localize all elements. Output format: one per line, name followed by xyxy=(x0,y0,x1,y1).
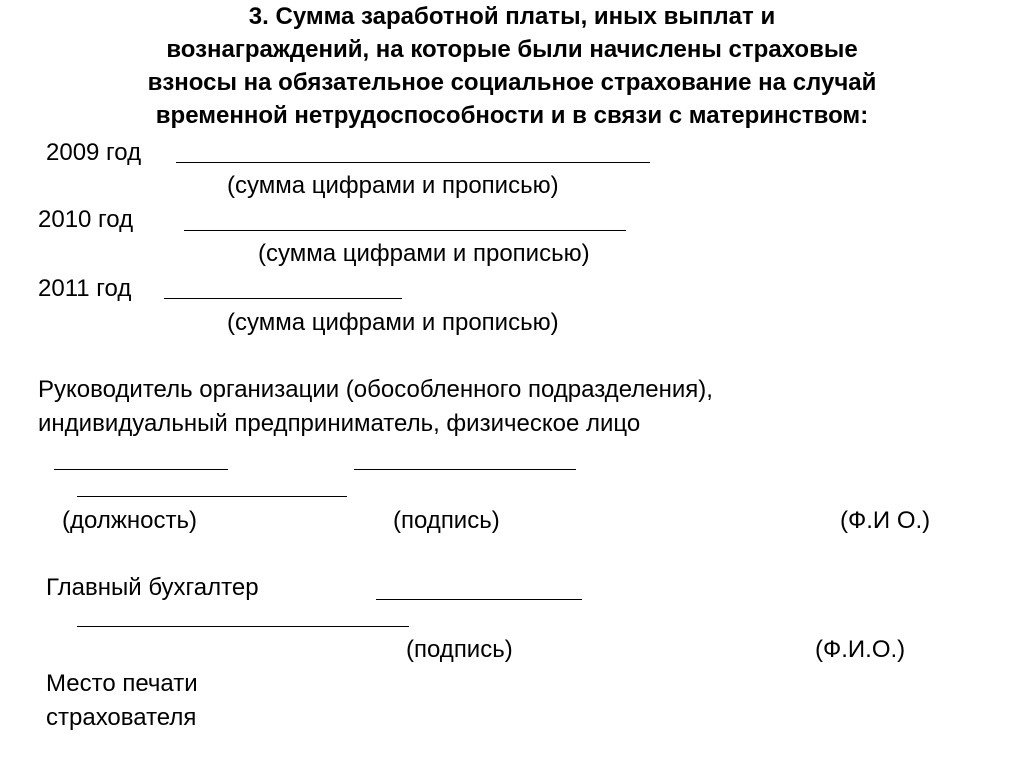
head-signature-field[interactable] xyxy=(354,469,576,470)
heading-line: вознаграждений, на которые были начислены страховые xyxy=(166,36,858,63)
year-2010-hint: (сумма цифрами и прописью) xyxy=(258,240,590,267)
heading-line: 3. Сумма заработной платы, иных выплат и xyxy=(248,3,776,30)
seal-line: Место печати xyxy=(46,670,198,697)
head-title-line: индивидуальный предприниматель, физическое лицо xyxy=(38,410,641,437)
accountant-name-field[interactable] xyxy=(77,626,409,627)
section-heading xyxy=(40,0,984,132)
accountant-signature-caption: (подпись) xyxy=(406,636,513,663)
head-signature-caption: (подпись) xyxy=(393,507,500,534)
head-name-caption: (Ф.И О.) xyxy=(840,507,931,534)
seal-line: страхователя xyxy=(46,704,197,731)
year-2009-label: 2009 год xyxy=(46,139,142,166)
accountant-signature-field[interactable] xyxy=(376,599,582,600)
year-2011-hint: (сумма цифрами и прописью) xyxy=(227,309,559,336)
head-name-field[interactable] xyxy=(77,496,347,497)
year-2010-label: 2010 год xyxy=(38,206,134,233)
head-position-caption: (должность) xyxy=(62,507,197,534)
head-position-field[interactable] xyxy=(54,469,228,470)
head-title-line: Руководитель организации (обособленного подразделения), xyxy=(38,376,713,403)
year-2011-label: 2011 год xyxy=(38,275,132,302)
year-2010-sum-field[interactable] xyxy=(184,230,626,231)
year-2009-hint: (сумма цифрами и прописью) xyxy=(227,172,559,199)
year-2011-sum-field[interactable] xyxy=(164,298,402,299)
accountant-name-caption: (Ф.И.О.) xyxy=(815,636,906,663)
year-2009-sum-field[interactable] xyxy=(176,162,650,163)
heading-line: взносы на обязательное социальное страхование на случай xyxy=(147,69,877,96)
accountant-label: Главный бухгалтер xyxy=(46,574,259,601)
heading-line: временной нетрудоспособности и в связи с материнством: xyxy=(155,102,869,129)
